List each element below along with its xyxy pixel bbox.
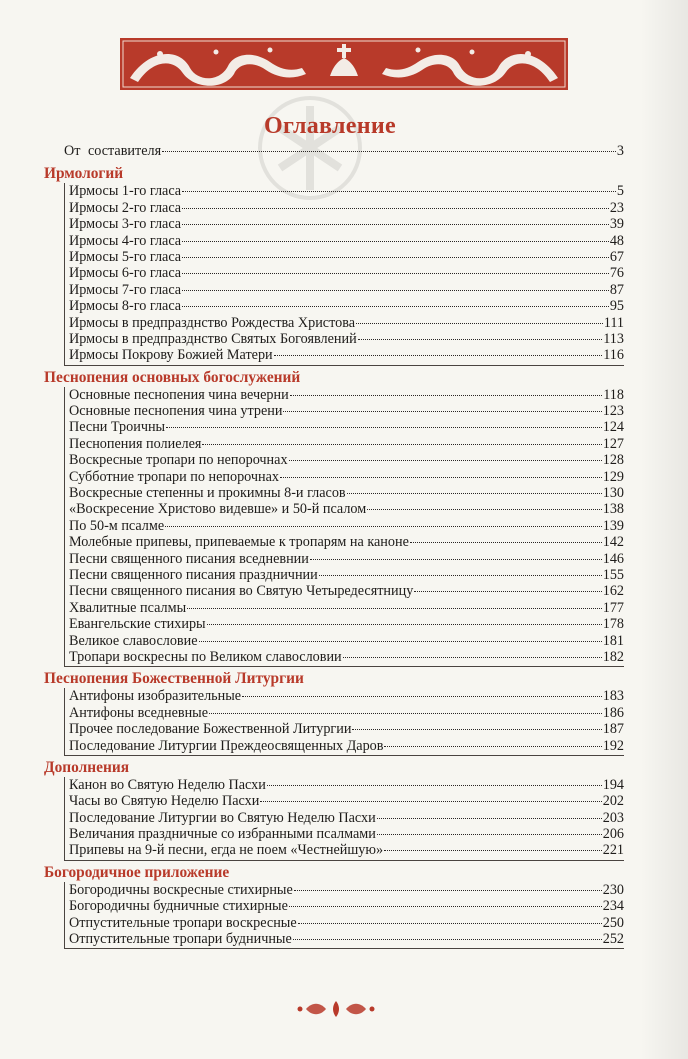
dot-leader — [182, 273, 609, 274]
toc-entry-label: Отпустительные тропари воскресные — [69, 914, 297, 931]
toc-entry-label: Молебные припевы, припеваемые к тропарям на каноне — [69, 534, 409, 551]
toc-entry-page: 155 — [602, 566, 624, 583]
toc-entry-label: «Воскресение Христово видевше» и 50-й псалом — [69, 501, 367, 518]
toc-entry-label: Песни Троичны — [69, 419, 166, 436]
toc-entry-page: 111 — [603, 314, 624, 331]
dot-leader — [319, 575, 602, 576]
toc-entry-label: Ирмосы 6-го гласа — [69, 265, 182, 282]
dot-leader — [289, 906, 602, 907]
toc-entry-page: 202 — [602, 793, 624, 810]
toc-entry-label: Богородичны будничные стихирные — [69, 898, 288, 915]
toc-entry-label: Антифоны изобразительные — [69, 688, 242, 705]
toc-entry-label: Последование Литургии во Святую Неделю Пасхи — [69, 809, 376, 826]
section-heading-irmologion: Ирмологий — [44, 165, 124, 183]
toc-entry-label: Ирмосы в предпразднство Рождества Христова — [69, 314, 356, 331]
toc-entry-page: 194 — [602, 776, 624, 793]
section-heading-theotokia: Богородичное приложение — [44, 863, 230, 881]
toc-entry-page: 177 — [602, 599, 624, 616]
dot-leader — [283, 411, 601, 412]
dot-leader — [384, 746, 601, 747]
toc-entry-label: Ирмосы 2-го гласа — [69, 199, 182, 216]
toc-entry — [69, 551, 624, 567]
toc-entry — [69, 298, 624, 314]
toc-entry-page: 146 — [602, 550, 624, 567]
dot-leader — [182, 257, 609, 258]
toc-entry-page: 192 — [602, 737, 624, 754]
toc-entry-page: 48 — [609, 232, 624, 249]
toc-entry — [69, 501, 624, 517]
toc-entry — [69, 452, 624, 468]
dot-leader — [182, 224, 609, 225]
dot-leader — [280, 477, 602, 478]
dot-leader — [202, 444, 601, 445]
top-ornament — [120, 38, 568, 90]
toc-entry — [69, 583, 624, 599]
toc-entry — [69, 793, 624, 809]
dot-leader — [358, 339, 603, 340]
toc-entry-label: Основные песнопения чина утрени — [69, 403, 283, 420]
dot-leader — [298, 923, 602, 924]
dot-leader — [242, 696, 602, 697]
dot-leader — [182, 208, 609, 209]
toc-entry — [69, 419, 624, 435]
dot-leader — [166, 427, 602, 428]
toc-entry-page: 139 — [602, 517, 624, 534]
toc-entry-label: Тропари воскресны по Великом славословии — [69, 648, 342, 665]
dot-leader — [414, 591, 601, 592]
toc-entry-page: 128 — [602, 452, 624, 469]
toc-entry-label: Прочее последование Божественной Литургии — [69, 721, 352, 738]
dot-leader — [207, 624, 602, 625]
toc-entry-page: 76 — [609, 265, 624, 282]
toc-entry — [69, 534, 624, 550]
toc-entry — [69, 915, 624, 931]
section-heading-supplements: Дополнения — [44, 758, 130, 776]
toc-entry — [69, 882, 624, 898]
toc-entry-page: 23 — [609, 199, 624, 216]
dot-leader — [182, 306, 609, 307]
toc-entry-label: От составителя — [64, 143, 162, 159]
toc-entry — [69, 233, 624, 249]
toc-entry-page: 5 — [616, 183, 624, 200]
toc-entry — [69, 469, 624, 485]
toc-entry — [69, 403, 624, 419]
toc-entry-page: 118 — [603, 386, 624, 403]
dot-leader — [356, 323, 603, 324]
toc-entry — [69, 616, 624, 632]
toc-entry-label: Евангельские стихиры — [69, 616, 206, 633]
dot-leader — [377, 834, 602, 835]
toc-entry-page: 182 — [602, 648, 624, 665]
toc-entry — [69, 931, 624, 947]
toc-entry-page: 183 — [602, 688, 624, 705]
toc-entry-label: Великое славословие — [69, 632, 198, 649]
toc-entry — [69, 436, 624, 452]
toc-entry — [69, 200, 624, 216]
section-entries-services — [64, 387, 624, 668]
toc-entry-page: 67 — [609, 248, 624, 265]
toc-entry-page: 142 — [602, 534, 624, 551]
toc-entry-label: Ирмосы 1-го гласа — [69, 183, 182, 200]
dot-leader — [165, 526, 602, 527]
toc-entry-page: 186 — [602, 704, 624, 721]
dot-leader — [310, 559, 602, 560]
section-entries-supplements — [64, 777, 624, 861]
toc-entry — [69, 387, 624, 403]
bottom-ornament — [296, 998, 376, 1020]
toc-entry — [69, 810, 624, 826]
section-heading-services: Песнопения основных богослужений — [44, 368, 301, 386]
toc-entry — [69, 331, 624, 347]
toc-entry — [69, 600, 624, 616]
toc-entry-label: Субботние тропари по непорочнах — [69, 468, 280, 485]
toc-entry-label: Основные песнопения чина вечерни — [69, 386, 289, 403]
toc-entry — [69, 282, 624, 298]
dot-leader — [293, 939, 602, 940]
toc-entry-label: Песни священного писания во Святую Четыредесятницу — [69, 583, 414, 600]
toc-entry-page: 123 — [602, 403, 624, 420]
dot-leader — [384, 850, 602, 851]
toc-entry-label: Песни священного писания праздничнии — [69, 566, 318, 583]
dot-leader — [209, 713, 602, 714]
toc-entry-label: Воскресные степенны и прокимны 8-и гласов — [69, 485, 346, 502]
toc-entry-page: 95 — [609, 298, 624, 315]
toc-entry-page: 230 — [602, 881, 624, 898]
dot-leader — [260, 801, 601, 802]
dot-leader — [290, 395, 603, 396]
toc-entry — [69, 183, 624, 199]
toc-entry-label: Воскресные тропари по непорочнах — [69, 452, 288, 469]
toc-entry-page: 252 — [602, 931, 624, 948]
toc-entry-label: Хвалитные псалмы — [69, 599, 187, 616]
toc-entry-label: Ирмосы 3-го гласа — [69, 216, 182, 233]
toc-entry-label: Ирмосы 5-го гласа — [69, 248, 182, 265]
toc-entry — [69, 485, 624, 501]
toc-entry — [69, 721, 624, 737]
toc-entry-page: 87 — [609, 281, 624, 298]
toc-entry — [69, 633, 624, 649]
toc-entry — [69, 738, 624, 754]
toc-entry-label: Отпустительные тропари будничные — [69, 931, 292, 948]
toc-entry — [69, 315, 624, 331]
toc-entry-label: Ирмосы Покрову Божией Матери — [69, 347, 273, 364]
toc-entry-page: 187 — [602, 721, 624, 738]
dot-leader — [343, 657, 602, 658]
dot-leader — [187, 608, 602, 609]
dot-leader — [182, 241, 609, 242]
toc-entry-label: Ирмосы 8-го гласа — [69, 298, 182, 315]
section-heading-liturgy: Песнопения Божественной Литургии — [44, 670, 304, 688]
toc-entry-page: 113 — [603, 330, 624, 347]
dot-leader — [347, 493, 602, 494]
table-of-contents — [44, 143, 624, 951]
dot-leader — [377, 818, 602, 819]
toc-entry — [69, 777, 624, 793]
toc-entry-page: 206 — [602, 826, 624, 843]
toc-entry-label: Богородичны воскресные стихирные — [69, 881, 293, 898]
toc-entry-label: Канон во Святую Неделю Пасхи — [69, 776, 266, 793]
toc-entry-page: 178 — [602, 616, 624, 633]
toc-entry — [69, 842, 624, 858]
toc-entry — [69, 649, 624, 665]
toc-entry-page: 221 — [602, 842, 624, 859]
toc-entry — [69, 826, 624, 842]
section-entries-irmologion — [64, 183, 624, 365]
toc-entry-page: 124 — [602, 419, 624, 436]
toc-entry-page: 129 — [602, 468, 624, 485]
section-entries-theotokia — [64, 882, 624, 950]
toc-entry-label: Ирмосы 7-го гласа — [69, 281, 182, 298]
toc-entry — [69, 249, 624, 265]
toc-entry — [69, 567, 624, 583]
dot-leader — [182, 290, 609, 291]
dot-leader — [367, 509, 601, 510]
dot-leader — [294, 890, 602, 891]
dot-leader — [182, 191, 616, 192]
toc-entry-label: Антифоны вседневные — [69, 704, 209, 721]
dot-leader — [162, 151, 616, 152]
toc-entry-page: 116 — [603, 347, 624, 364]
toc-entry-label: По 50-м псалме — [69, 517, 165, 534]
toc-entry-page: 130 — [602, 485, 624, 502]
toc-entry-page: 234 — [602, 898, 624, 915]
toc-entry-page: 138 — [602, 501, 624, 518]
page-title: Оглавление — [264, 113, 396, 139]
toc-entry-label: Песни священного писания вседневнии — [69, 550, 309, 567]
toc-entry-label: Величания праздничные со избранными псалмами — [69, 826, 376, 843]
dot-leader — [289, 460, 602, 461]
dot-leader — [410, 542, 602, 543]
toc-entry-label: Припевы на 9-й песни, егда не поем «Честнейшую» — [69, 842, 384, 859]
toc-entry — [69, 688, 624, 704]
toc-entry-page: 203 — [602, 809, 624, 826]
dot-leader — [274, 355, 603, 356]
toc-entry — [69, 216, 624, 232]
toc-entry-label: Ирмосы 4-го гласа — [69, 232, 182, 249]
toc-entry-page: 250 — [602, 914, 624, 931]
toc-entry-intro — [64, 143, 624, 159]
toc-entry-page: 3 — [616, 143, 624, 159]
dot-leader — [352, 729, 601, 730]
dot-leader — [199, 641, 602, 642]
toc-entry-page: 181 — [602, 632, 624, 649]
toc-entry-page: 162 — [602, 583, 624, 600]
toc-entry-page: 39 — [609, 216, 624, 233]
dot-leader — [267, 785, 602, 786]
toc-entry — [69, 518, 624, 534]
toc-entry — [69, 705, 624, 721]
toc-entry-label: Последование Литургии Преждеосвященных Даров — [69, 737, 384, 754]
toc-entry — [69, 898, 624, 914]
toc-entry-label: Песнопения полиелея — [69, 435, 202, 452]
toc-entry-label: Часы во Святую Неделю Пасхи — [69, 793, 260, 810]
section-entries-liturgy — [64, 688, 624, 756]
toc-entry-label: Ирмосы в предпразднство Святых Богоявлений — [69, 330, 357, 347]
toc-entry — [69, 265, 624, 281]
toc-entry — [69, 347, 624, 363]
toc-entry-page: 127 — [602, 435, 624, 452]
